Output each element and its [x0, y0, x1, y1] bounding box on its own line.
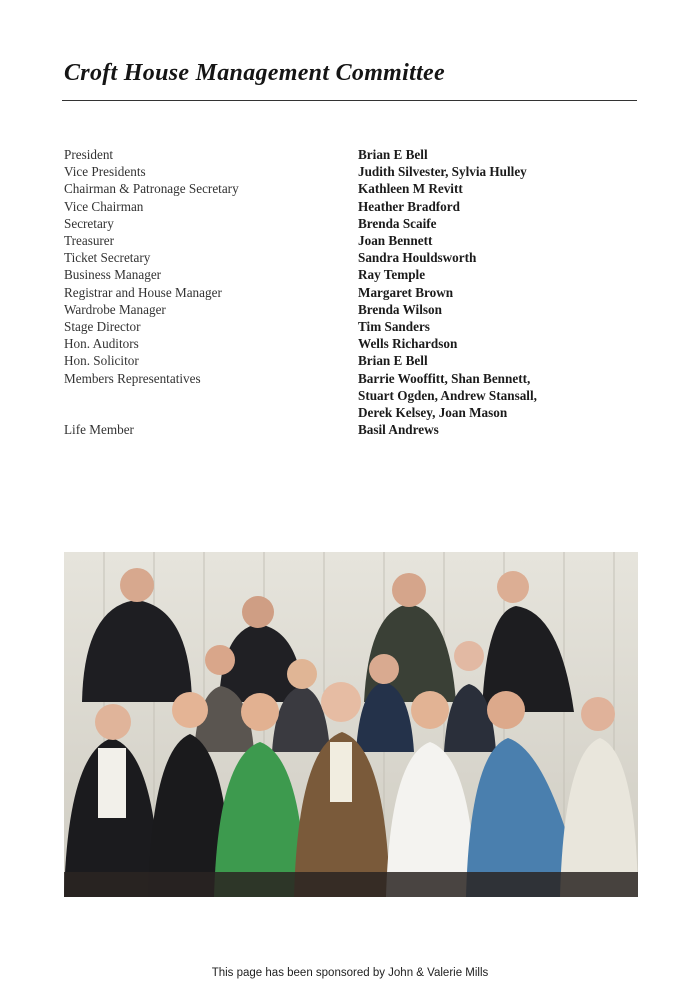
committee-names	[358, 301, 442, 318]
committee-name: Barrie Wooffitt, Shan Bennett,	[358, 370, 531, 386]
committee-role: Vice Chairman	[64, 198, 144, 214]
page-title: Croft House Management Committee	[64, 60, 445, 86]
committee-role: Treasurer	[64, 233, 115, 249]
committee-row	[64, 301, 700, 318]
committee-row	[64, 232, 700, 249]
committee-row	[64, 163, 700, 180]
committee-role: Ticket Secretary	[64, 250, 151, 266]
committee-row	[64, 318, 700, 335]
title-divider	[62, 100, 637, 101]
committee-row	[64, 146, 700, 163]
group-photo-illustration	[64, 552, 638, 897]
committee-role: President	[64, 147, 114, 162]
committee-row	[64, 198, 700, 215]
committee-names	[358, 335, 457, 352]
committee-row	[64, 266, 700, 283]
group-photo	[64, 552, 638, 897]
committee-name: Stuart Ogden, Andrew Stansall,	[358, 387, 537, 403]
life-member-name: Basil Andrews	[358, 422, 439, 437]
committee-role: Chairman & Patronage Secretary	[64, 181, 239, 197]
committee-name: Brian E Bell	[358, 353, 428, 369]
committee-role: Registrar and House Manager	[64, 284, 222, 300]
committee-name: Derek Kelsey, Joan Mason	[358, 405, 508, 421]
committee-name: Margaret Brown	[358, 284, 454, 300]
committee-names	[358, 318, 430, 335]
committee-name: Ray Temple	[358, 267, 426, 283]
committee-role: Wardrobe Manager	[64, 301, 166, 317]
sponsor-footer: This page has been sponsored by John & Valerie Mills	[211, 967, 489, 979]
committee-names	[358, 249, 476, 266]
committee-names	[358, 180, 463, 197]
committee-name: Brian E Bell	[358, 147, 428, 162]
committee-name: Judith Silvester, Sylvia Hulley	[358, 164, 527, 180]
committee-role: Members Representatives	[64, 370, 201, 386]
committee-row	[64, 370, 700, 422]
committee-names	[358, 215, 437, 232]
committee-names	[358, 146, 428, 163]
committee-name: Kathleen M Revitt	[358, 181, 463, 197]
committee-name: Heather Bradford	[358, 198, 460, 214]
committee-role: Hon. Solicitor	[64, 353, 139, 369]
committee-names	[358, 232, 432, 249]
committee-name: Brenda Wilson	[358, 301, 442, 317]
committee-role: Business Manager	[64, 267, 162, 283]
committee-names	[358, 370, 537, 422]
committee-row	[64, 284, 700, 301]
committee-row	[64, 352, 700, 369]
committee-names	[358, 284, 453, 301]
committee-role: Hon. Auditors	[64, 336, 139, 352]
committee-row	[64, 215, 700, 232]
committee-names	[358, 163, 527, 180]
committee-role: Stage Director	[64, 319, 141, 335]
committee-names	[358, 198, 460, 215]
committee-row	[64, 335, 700, 352]
committee-name: Brenda Scaife	[358, 215, 437, 231]
committee-names	[358, 266, 425, 283]
committee-role: Vice Presidents	[64, 164, 146, 180]
committee-names	[358, 352, 428, 369]
committee-role: Secretary	[64, 215, 114, 231]
committee-name: Tim Sanders	[358, 319, 430, 335]
committee-row	[64, 249, 700, 266]
committee-name: Wells Richardson	[358, 336, 458, 352]
committee-name: Sandra Houldsworth	[358, 250, 477, 266]
committee-name: Joan Bennett	[358, 233, 433, 249]
committee-list	[64, 146, 700, 421]
life-member-row	[64, 421, 439, 438]
life-member-label: Life Member	[64, 422, 134, 437]
committee-row	[64, 180, 700, 197]
